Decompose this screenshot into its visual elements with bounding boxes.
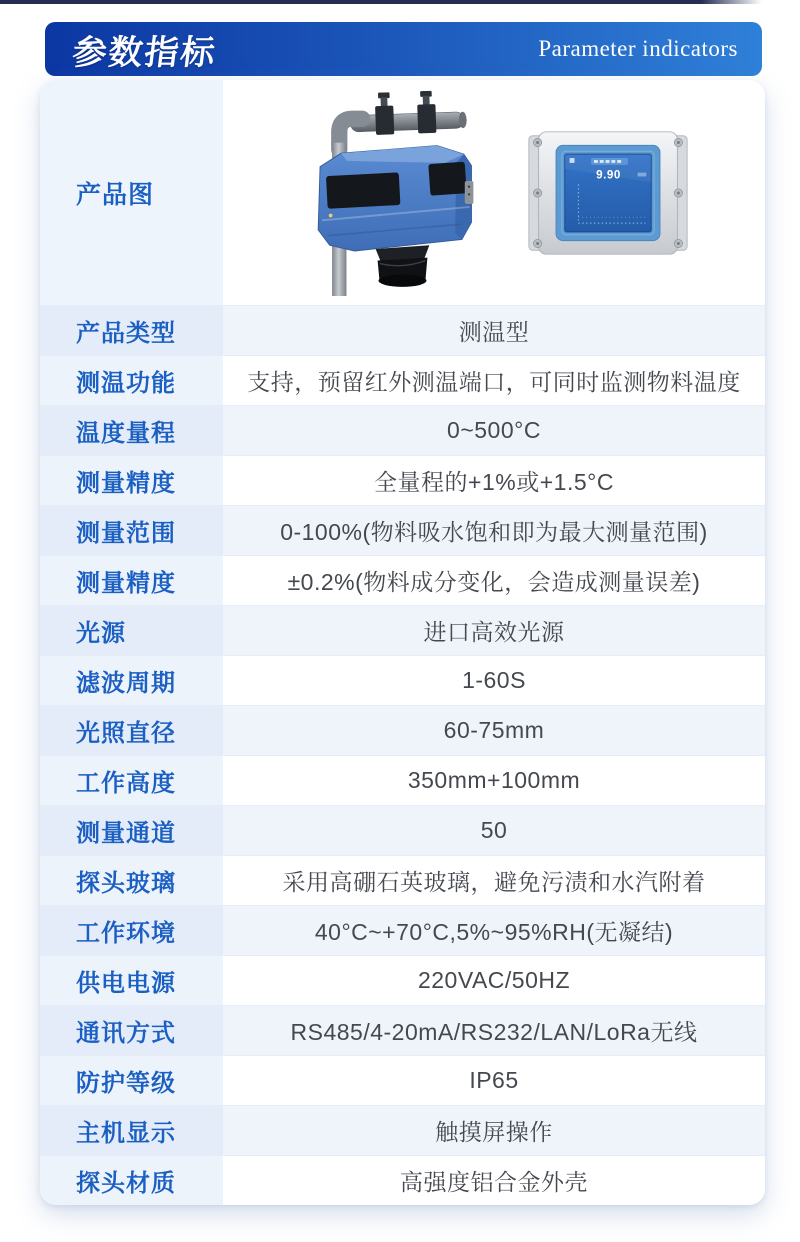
spec-value: 触摸屏操作 [223, 1106, 765, 1155]
spec-row [40, 1005, 765, 1055]
spec-label: 测量精度 [40, 556, 223, 605]
spec-label: 防护等级 [40, 1056, 223, 1105]
spec-label: 测温功能 [40, 356, 223, 405]
spec-card [40, 80, 765, 1205]
top-strip [0, 0, 762, 4]
spec-row [40, 355, 765, 405]
spec-row [40, 755, 765, 805]
sensor-body [318, 145, 473, 250]
spec-row [40, 655, 765, 705]
spec-label: 光源 [40, 606, 223, 655]
spec-label: 工作环境 [40, 906, 223, 955]
spec-row [40, 905, 765, 955]
spec-label: 通讯方式 [40, 1006, 223, 1055]
spec-value: 220VAC/50HZ [223, 956, 765, 1005]
spec-value: 40°C~+70°C,5%~95%RH(无凝结) [223, 906, 765, 955]
spec-row [40, 855, 765, 905]
product-image-area [223, 80, 765, 305]
display-controller-photo [523, 126, 693, 260]
spec-value: 高强度铝合金外壳 [223, 1156, 765, 1205]
spec-label: 光照直径 [40, 706, 223, 755]
spec-row [40, 305, 765, 355]
spec-row [40, 505, 765, 555]
clamp-2 [417, 90, 437, 133]
spec-label: 滤波周期 [40, 656, 223, 705]
spec-label: 测量精度 [40, 456, 223, 505]
spec-value: IP65 [223, 1056, 765, 1105]
spec-row [40, 455, 765, 505]
page-subtitle-en: Parameter indicators [538, 36, 738, 61]
spec-row [40, 1055, 765, 1105]
sensor-probe-photo [295, 90, 487, 296]
spec-value: ±0.2%(物料成分变化，会造成测量误差) [223, 556, 765, 605]
spec-table [40, 305, 765, 1205]
spec-value: 全量程的+1%或+1.5°C [223, 456, 765, 505]
product-images [295, 90, 693, 296]
lens-barrel [376, 245, 430, 287]
product-image-row [40, 80, 765, 305]
page-title: 参数指标 [70, 33, 219, 72]
spec-value: 350mm+100mm [223, 756, 765, 805]
spec-value: 0-100%(物料吸水饱和即为最大测量范围) [223, 506, 765, 555]
spec-value: 0~500°C [223, 406, 765, 455]
spec-value: 进口高效光源 [223, 606, 765, 655]
spec-value: 50 [223, 806, 765, 855]
spec-row [40, 605, 765, 655]
spec-label: 测量通道 [40, 806, 223, 855]
product-image-label: 产品图 [40, 80, 223, 305]
spec-row [40, 1155, 765, 1205]
spec-label: 主机显示 [40, 1106, 223, 1155]
spec-row [40, 955, 765, 1005]
spec-row [40, 405, 765, 455]
spec-row [40, 555, 765, 605]
spec-label: 探头玻璃 [40, 856, 223, 905]
spec-value: 60-75mm [223, 706, 765, 755]
spec-label: 产品类型 [40, 306, 223, 355]
header-bar [45, 22, 762, 76]
spec-value: 1-60S [223, 656, 765, 705]
spec-row [40, 805, 765, 855]
spec-label: 工作高度 [40, 756, 223, 805]
spec-label: 测量范围 [40, 506, 223, 555]
spec-row [40, 705, 765, 755]
spec-label: 探头材质 [40, 1156, 223, 1205]
spec-row [40, 1105, 765, 1155]
spec-label: 温度量程 [40, 406, 223, 455]
spec-value: 测温型 [223, 306, 765, 355]
spec-value: 支持，预留红外测温端口，可同时监测物料温度 [223, 356, 765, 405]
display-screen-value: 9.90 [596, 167, 621, 181]
spec-value: 采用高硼石英玻璃，避免污渍和水汽附着 [223, 856, 765, 905]
spec-value: RS485/4-20mA/RS232/LAN/LoRa无线 [223, 1006, 765, 1055]
spec-label: 供电电源 [40, 956, 223, 1005]
clamp-1 [375, 92, 395, 135]
